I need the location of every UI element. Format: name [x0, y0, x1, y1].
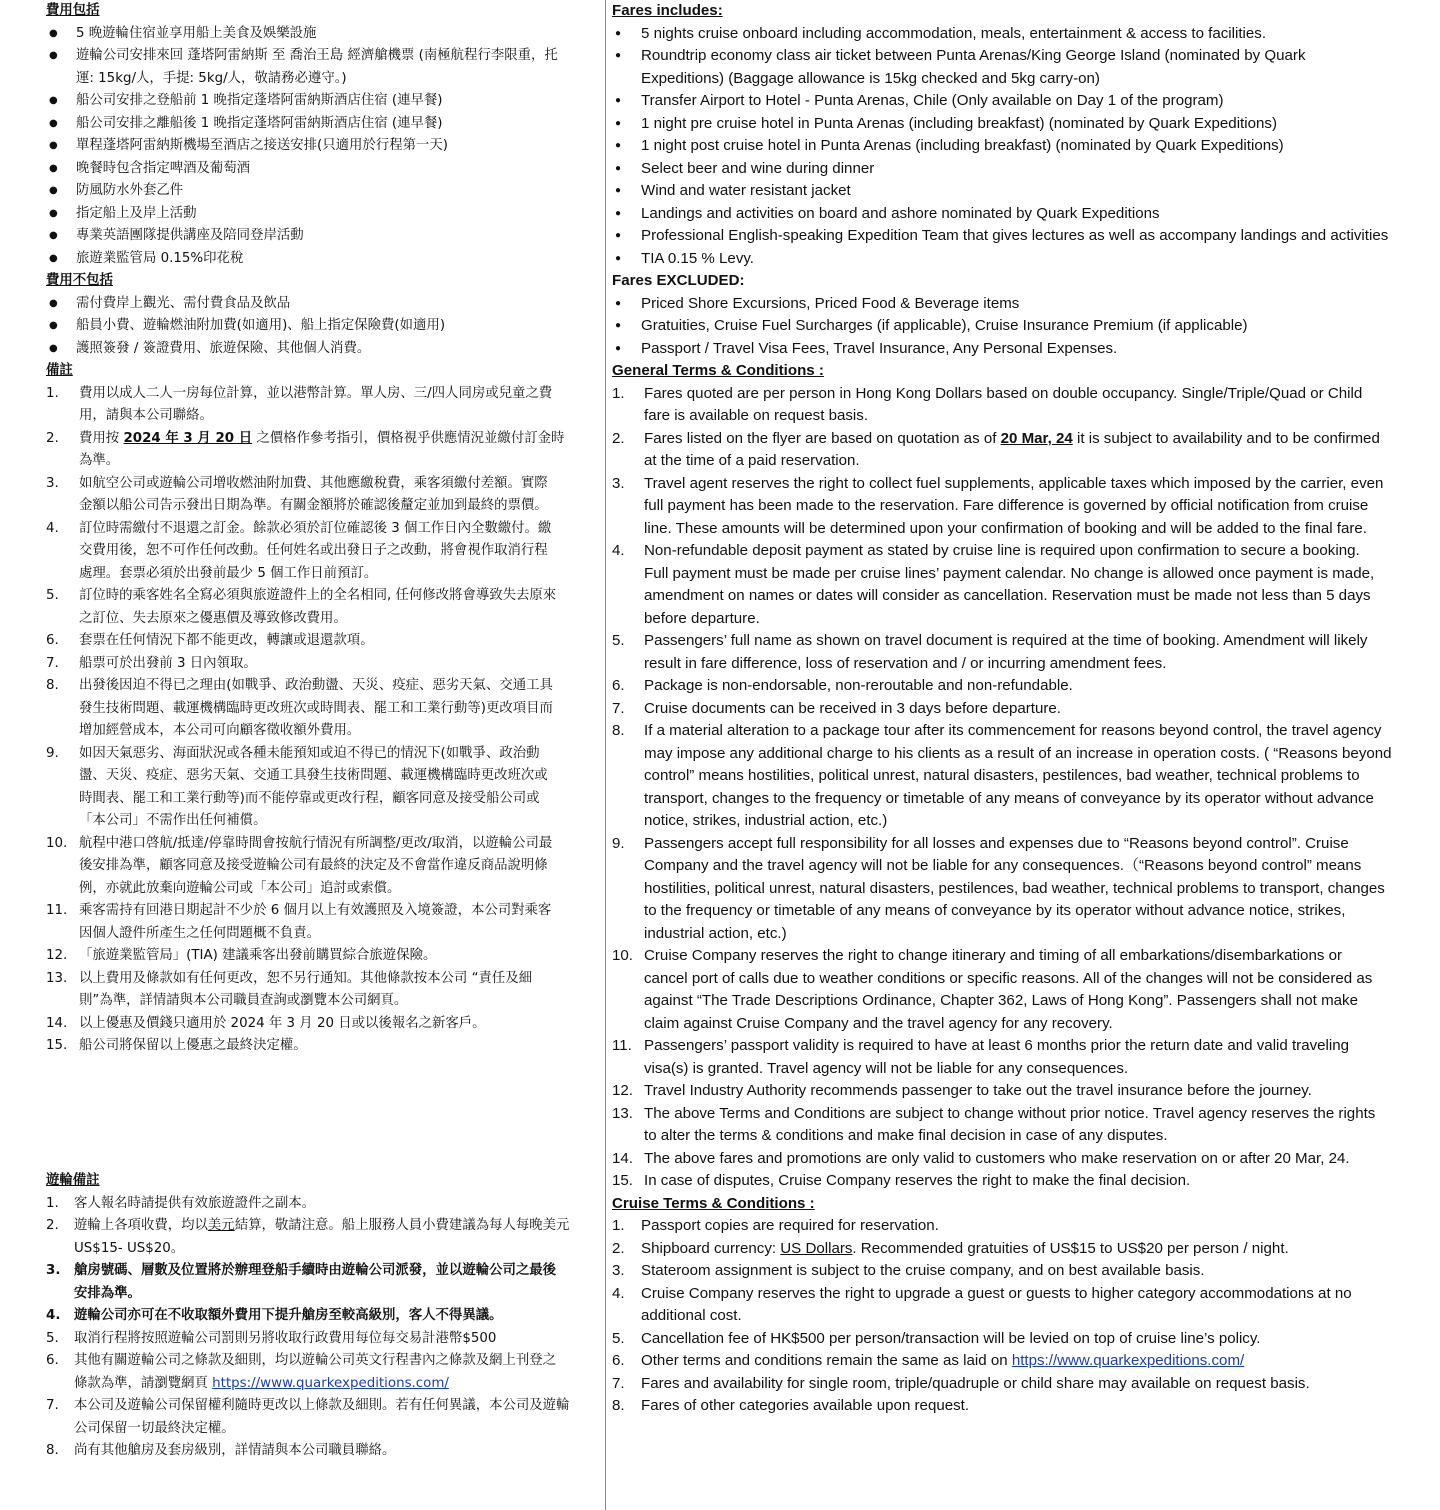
item-number: 1.: [46, 385, 59, 401]
chinese-column: [46, 0, 601, 1463]
list-item: [612, 675, 1412, 698]
list-item: [46, 653, 601, 676]
item-number: 4.: [46, 520, 59, 536]
list-item-continuation: at the time of a paid reservation.: [644, 452, 860, 469]
en-excluded-list: [612, 293, 1412, 361]
list-item-continuation: 後安排為準，顧客同意及接受遊輪公司有最終的決定及不會當作違反商品說明條: [79, 858, 548, 873]
item-text: 遊輪上各項收費，均以: [74, 1218, 208, 1233]
item-text: Other terms and conditions remain the same as laid on: [641, 1352, 1012, 1369]
list-item: [612, 1035, 1412, 1058]
item-number: 9.: [612, 834, 625, 852]
list-item: [46, 1260, 601, 1283]
list-item-continuation: industrial action, etc.): [644, 924, 787, 942]
list-item: ● 旅遊業監管局 0.15%印花稅: [46, 248, 601, 271]
item-number: 5.: [46, 1330, 59, 1346]
list-item: [46, 945, 601, 968]
item-number: 3.: [612, 1262, 625, 1279]
date-highlight: 20 Mar, 24: [1000, 429, 1073, 447]
list-item-continuation: Expeditions) (Baggage allowance is 15kg checked and 5kg carry-on): [641, 69, 1100, 87]
item-number: 10.: [46, 835, 68, 851]
item-text: 如航空公司或遊輪公司增收燃油附加費、其他應繳稅費，乘客須繳付差額。實際: [79, 475, 548, 491]
list-item: [46, 1395, 601, 1418]
item-text: 以上優惠及價錢只適用於 2024 年 3 月 20 日或以後報名之新客戶。: [79, 1015, 486, 1031]
list-item-continuation: 盪、天災、疫症、惡劣天氣、交通工具發生技術問題、載運機構臨時更改班次或: [79, 768, 548, 783]
english-column: [612, 0, 1412, 1418]
list-item-continuation: 增加經營成本，本公司可向顧客徵收額外費用。: [79, 723, 361, 738]
item-text: 訂位時的乘客姓名全寫必須與旅遊證件上的全名相同, 任何修改將會導致失去原來: [79, 588, 557, 603]
list-item-continuation: 之訂位、失去原來之優惠價及導致修改費用。: [79, 610, 347, 626]
item-text: 尚有其他艙房及套房級別，詳情請與本公司職員聯絡。: [74, 1443, 396, 1458]
item-number: 2.: [46, 430, 59, 446]
item-text: 艙房號碼、層數及位置將於辦理登船手續時由遊輪公司派發，並以遊輪公司之最後: [74, 1263, 557, 1278]
quark-website-link[interactable]: https://www.quarkexpeditions.com/: [212, 1375, 449, 1391]
item-number: 6.: [46, 1353, 59, 1368]
list-item: ● 船公司安排之離船後 1 晚指定蓬塔阿雷納斯酒店住宿 (連早餐): [46, 113, 601, 136]
item-number: 3.: [46, 475, 59, 491]
item-text: 「旅遊業監管局」(TIA) 建議乘客出發前購買綜合旅遊保險。: [79, 948, 437, 963]
list-item: [612, 1170, 1412, 1193]
item-number: 8.: [612, 1397, 625, 1414]
list-item-continuation: 則”為準，詳情請與本公司職員查詢或瀏覽本公司網頁。: [79, 993, 408, 1008]
list-item: [46, 518, 601, 541]
item-text: 本公司及遊輪公司保留權利隨時更改以上條款及細則。若有任何異議，本公司及遊輪: [74, 1398, 570, 1413]
item-text: Cruise Company reserves the right to change itinerary and timing of all embarkations/disembarkations or: [644, 947, 1342, 964]
list-item-continuation: 為準。: [79, 453, 120, 468]
item-text: 條款為準，請瀏覽網頁: [74, 1375, 213, 1391]
list-item: [612, 1215, 1412, 1238]
list-item-continuation: against “The Trade Descriptions Ordinance, Chapter 362, Laws of Hong Kong”. Passengers shall not make: [644, 992, 1358, 1009]
list-item-continuation: transport, changes to the frequency or timetable of any means of conveyance by its operator without advance: [644, 789, 1374, 807]
item-number: 1.: [46, 1195, 59, 1211]
list-item: [46, 428, 601, 451]
item-text: 其他有關遊輪公司之條款及細則，均以遊輪公司英文行程書內之條款及網上刊登之: [74, 1353, 557, 1368]
en-cruise-list: [612, 1215, 1412, 1418]
list-item: ● 遊輪公司安排來回 蓬塔阿雷納斯 至 喬治王島 經濟艙機票 (南極航程行李限重，托: [46, 45, 601, 68]
item-number: 12.: [46, 948, 68, 963]
item-number: 5.: [612, 632, 625, 649]
zh-excluded-heading: 費用不包括: [46, 273, 113, 288]
item-number: 14.: [612, 1149, 633, 1167]
list-item: ● Select beer and wine during dinner: [612, 158, 1412, 181]
list-item-continuation: 因個人證件所產生之任何問題概不負責。: [79, 925, 321, 941]
list-item-continuation: to alter the terms & conditions and make final decision in case of any disputes.: [644, 1127, 1168, 1144]
list-item: ● TIA 0.15 % Levy.: [612, 248, 1412, 271]
list-item-continuation: 運: 15kg/人，手提: 5kg/人，敬請務必遵守。): [76, 70, 347, 86]
item-number: 2.: [46, 1218, 59, 1233]
item-text: Package is non-endorsable, non-reroutable and non-refundable.: [644, 677, 1073, 694]
item-text: 費用按: [79, 430, 124, 446]
en-included-list: [612, 23, 1412, 271]
zh-notes-list: [46, 383, 601, 1058]
list-item: ● 船公司安排之登船前 1 晚指定蓬塔阿雷納斯酒店住宿 (連早餐): [46, 90, 601, 113]
list-item-continuation: Full payment must be made per cruise lines’ payment calendar. No change is allowed once payment is made,: [644, 564, 1375, 582]
item-text: 訂位時需繳付不退還之訂金。餘款必須於訂位確認後 3 個工作日內全數繳付。繳: [79, 520, 552, 536]
zh-cruise-list: [46, 1193, 601, 1463]
item-text: Stateroom assignment is subject to the cruise company, and on best available basis.: [641, 1262, 1205, 1279]
list-item: [612, 1350, 1412, 1373]
list-item-continuation: cancel port of calls due to weather conditions or specific reasons. All of the changes will not be considered as: [644, 969, 1373, 987]
list-item: [46, 630, 601, 653]
list-item-continuation: 「本公司」不需作出任何補償。: [79, 813, 267, 828]
list-item: [46, 1013, 601, 1036]
list-item: ● 指定船上及岸上活動: [46, 203, 601, 226]
list-item: [46, 1328, 601, 1351]
item-number: 10.: [612, 947, 633, 964]
list-item: ● Landings and activities on board and ashore nominated by Quark Expeditions: [612, 203, 1412, 226]
item-number: 6.: [612, 1352, 625, 1369]
item-number: 9.: [46, 745, 59, 761]
list-item-continuation: 處理。套票必須於出發前最少 5 個工作日前預訂。: [79, 565, 378, 581]
list-item-continuation: full payment has been made to the reservation. Fare difference is governed by official notification from cruise: [644, 497, 1369, 514]
item-text: 套票在任何情況下都不能更改，轉讓或退還款項。: [79, 633, 374, 648]
list-item: ● 5 晚遊輪住宿並享用船上美食及娛樂設施: [46, 23, 601, 46]
item-text: Passengers accept full responsibility for all losses and expenses due to “Reasons beyond control”. Cruise: [644, 834, 1349, 852]
item-number: 4.: [612, 1284, 625, 1302]
item-number: 8.: [46, 1443, 59, 1458]
list-item: [612, 1260, 1412, 1283]
item-text: . Recommended gratuities of US$15 to US$20 per person / night.: [852, 1239, 1289, 1257]
list-item-continuation: to the frequency or timetable of any means of conveyance by its operator without advance notice, strikes,: [644, 902, 1346, 919]
item-text: In case of disputes, Cruise Company reserves the right to make the final decision.: [644, 1172, 1191, 1189]
list-item-continuation: 用，請與本公司聯絡。: [79, 408, 213, 423]
list-item: [46, 383, 601, 406]
item-text: Cancellation fee of HK$500 per person/transaction will be levied on top of cruise line’s policy.: [641, 1329, 1261, 1347]
quark-website-link[interactable]: https://www.quarkexpeditions.com/: [1011, 1352, 1245, 1369]
item-text: 如因天氣惡劣、海面狀況或各種未能預知或迫不得已的情況下(如戰爭、政治動: [79, 745, 540, 761]
column-divider: [605, 0, 606, 1510]
item-number: 4.: [612, 542, 625, 559]
list-item: [46, 1193, 601, 1216]
item-text: Fares quoted are per person in Hong Kong Dollars based on double occupancy. Single/Triple/Quad or Child: [644, 384, 1363, 402]
item-text: 遊輪公司亦可在不收取額外費用下提升艙房至較高級別，客人不得異議。: [74, 1308, 503, 1323]
item-text: If a material alteration to a package tour after its commencement for reasons beyond control, the travel agency: [644, 722, 1382, 739]
en-included-heading: Fares includes:: [612, 2, 723, 19]
item-number: 11.: [46, 903, 68, 918]
list-item: [46, 833, 601, 856]
list-item: [46, 1035, 601, 1058]
item-number: 2.: [612, 429, 625, 447]
item-text: The above fares and promotions are only valid to customers who make reservation on or after 20 Mar, 24.: [644, 1149, 1350, 1167]
list-item-continuation: 發生技術問題、載運機構臨時更改班次或時間表、罷工和工業行動等)更改項目而: [79, 700, 553, 716]
item-text: 乘客需持有回港日期起計不少於 6 個月以上有效護照及入境簽證，本公司對乘客: [79, 903, 552, 918]
zh-included-list: [46, 23, 601, 271]
list-item-continuation: amendment on names or dates will consider as cancellation. Reservation must be made not less than 5 days: [644, 587, 1371, 604]
list-item: [612, 540, 1412, 563]
list-item: ● Passport / Travel Visa Fees, Travel Insurance, Any Personal Expenses.: [612, 338, 1412, 361]
list-item: [612, 1283, 1412, 1306]
list-item: [612, 1238, 1412, 1261]
list-item: ● 需付費岸上觀光、需付費食品及飲品: [46, 293, 601, 316]
list-item-continuation: hostilities, political unrest, natural disasters, pestilences, bad weather, technical problems to transport, changes: [644, 879, 1385, 897]
list-item-continuation: before departure.: [644, 609, 760, 627]
item-number: 13.: [46, 970, 68, 986]
list-item: [612, 630, 1412, 653]
list-item-continuation: 時間表、罷工和工業行動等)而不能停靠或更改行程，顧客同意及接受船公司或: [79, 790, 540, 806]
list-item: [46, 1305, 601, 1328]
list-item-continuation: may impose any additional charge to his clients as a result of an increase in operation costs. ( “Reasons beyond: [644, 744, 1392, 762]
list-item-continuation: fare is available on request basis.: [644, 407, 869, 424]
list-item-continuation: 交費用後，恕不可作任何改動。任何姓名或出發日子之改動，將會視作取消行程: [79, 543, 548, 558]
item-text: 客人報名時請提供有效旅遊證件之副本。: [74, 1195, 316, 1211]
list-item: [612, 1373, 1412, 1396]
zh-included-heading: 費用包括: [46, 3, 100, 18]
list-item-continuation: result in fare difference, loss of reservation and / or incurring amendment fees.: [644, 654, 1167, 672]
item-text: Non-refundable deposit payment as stated by cruise line is required upon confirmation to secure a booking.: [644, 542, 1360, 559]
item-number: 14.: [46, 1015, 68, 1031]
date-highlight: 2024 年 3 月 20 日: [123, 430, 253, 446]
list-item: [612, 1080, 1412, 1103]
list-item: [46, 1440, 601, 1463]
item-number: 6.: [612, 677, 625, 694]
item-text: Cruise Company reserves the right to upgrade a guest or guests to higher category accommodations at no: [641, 1284, 1352, 1302]
list-item: [612, 1103, 1412, 1126]
item-number: 12.: [612, 1082, 633, 1099]
list-item: ● Gratuities, Cruise Fuel Surcharges (if applicable), Cruise Insurance Premium (if applicable): [612, 315, 1412, 338]
list-item: ● 5 nights cruise onboard including accommodation, meals, entertainment & access to facilities.: [612, 23, 1412, 46]
list-item-continuation: claim against Cruise Company and the travel agency for any recovery.: [644, 1014, 1113, 1032]
item-text: Cruise documents can be received in 3 days before departure.: [644, 699, 1061, 717]
item-text: The above Terms and Conditions are subject to change without prior notice. Travel agency reserves the rights: [644, 1104, 1376, 1122]
list-item: ● 1 night post cruise hotel in Punta Arenas (including breakfast) (nominated by Quark Expeditions): [612, 135, 1412, 158]
list-item: ● 晚餐時包含指定啤酒及葡萄酒: [46, 158, 601, 181]
item-number: 4.: [46, 1308, 61, 1323]
currency-highlight: 美元: [207, 1218, 235, 1233]
list-item: [612, 1148, 1412, 1171]
item-text: 出發後因迫不得已之理由(如戰爭、政治動盪、天災、疫症、惡劣天氣、交通工具: [79, 678, 553, 693]
list-item: [612, 1328, 1412, 1351]
item-text: 船票可於出發前 3 日內領取。: [79, 655, 257, 671]
list-item: ● 船員小費、遊輪燃油附加費(如適用)、船上指定保險費(如適用): [46, 315, 601, 338]
list-item: ● Roundtrip economy class air ticket between Punta Arenas/King George Island (nominated by Quark: [612, 45, 1412, 68]
item-text: Passengers’ passport validity is required to have at least 6 months prior the return date and valid traveling: [644, 1037, 1350, 1054]
item-text: Fares of other categories available upon request.: [641, 1397, 970, 1414]
list-item: [46, 473, 601, 496]
list-item: [46, 900, 601, 923]
item-number: 2.: [612, 1239, 625, 1257]
list-item: ● 1 night pre cruise hotel in Punta Arenas (including breakfast) (nominated by Quark Expeditions): [612, 113, 1412, 136]
item-text: Fares and availability for single room, triple/quadruple or child share may available on request basis.: [641, 1374, 1310, 1392]
list-item-continuation: visa(s) is granted. Travel agency will not be liable for any consequences.: [644, 1059, 1129, 1077]
item-number: 13.: [612, 1104, 633, 1122]
item-text: 結算，敬請注意。船上服務人員小費建議為每人每晚美元: [234, 1218, 570, 1233]
zh-notes-heading: 備註: [46, 363, 73, 378]
list-item-continuation: control” means hostilities, political unrest, natural disasters, pestilences, bad weather, technical problems to: [644, 767, 1360, 784]
list-item-continuation: [46, 1373, 601, 1396]
spacer: [46, 1058, 601, 1171]
item-text: 費用以成人二人一房每位計算，並以港幣計算。單人房、三/四人同房或兒童之費: [79, 385, 553, 401]
item-number: 3.: [46, 1263, 61, 1278]
item-text: 以上費用及條款如有任何更改，恕不另行通知。其他條款按本公司 “責任及細: [79, 970, 533, 986]
list-item: ● Professional English-speaking Expedition Team that gives lectures as well as accompany landings and activities: [612, 225, 1412, 248]
list-item: [46, 968, 601, 991]
item-number: 8.: [46, 678, 59, 693]
item-text: Shipboard currency:: [641, 1239, 781, 1257]
list-item: ● 防風防水外套乙件: [46, 180, 601, 203]
list-item-continuation: US$15- US$20。: [74, 1240, 185, 1256]
item-number: 3.: [612, 474, 625, 492]
item-number: 1.: [612, 1217, 625, 1234]
list-item: ● Wind and water resistant jacket: [612, 180, 1412, 203]
list-item: [612, 473, 1412, 496]
list-item-continuation: 安排為準。: [74, 1285, 141, 1301]
item-text: Passport copies are required for reservation.: [641, 1217, 939, 1234]
list-item-continuation: notice, strikes, industrial action, etc.): [644, 812, 888, 829]
list-item: [612, 1395, 1412, 1418]
list-item: [46, 675, 601, 698]
list-item: [46, 1215, 601, 1238]
item-text: 船公司將保留以上優惠之最終決定權。: [79, 1038, 307, 1053]
list-item-continuation: line. These amounts will be determined upon your confirmation of booking and will be added to the final fare.: [644, 519, 1367, 537]
item-text: 航程中港口啓航/抵達/停靠時間會按航行情況有所調整/更改/取消，以遊輪公司最: [79, 835, 553, 851]
list-item: [612, 698, 1412, 721]
item-text: Travel Industry Authority recommends passenger to take out the travel insurance before the journey.: [644, 1082, 1312, 1099]
list-item: ● Transfer Airport to Hotel - Punta Arenas, Chile (Only available on Day 1 of the program): [612, 90, 1412, 113]
list-item: [612, 383, 1412, 406]
item-number: 15.: [612, 1172, 633, 1189]
zh-excluded-list: [46, 293, 601, 361]
list-item: [612, 720, 1412, 743]
en-general-heading: General Terms & Conditions :: [612, 362, 824, 379]
list-item: [46, 1350, 601, 1373]
list-item: [612, 945, 1412, 968]
zh-cruise-heading: 遊輪備註: [46, 1173, 100, 1188]
item-number: 6.: [46, 633, 59, 648]
en-cruise-heading: Cruise Terms & Conditions :: [612, 1194, 815, 1212]
item-text: 取消行程將按照遊輪公司罰則另將收取行政費用每位每交易計港幣$500: [74, 1330, 497, 1346]
list-item: [612, 428, 1412, 451]
item-number: 11.: [612, 1037, 632, 1054]
item-text: Passengers’ full name as shown on travel document is required at the time of booking. Amendment will likely: [644, 632, 1368, 649]
list-item-continuation: additional cost.: [641, 1307, 742, 1324]
list-item: ● Priced Shore Excursions, Priced Food & Beverage items: [612, 293, 1412, 316]
item-text: Travel agent reserves the right to collect fuel supplements, applicable taxes which imposed by the carrier, even: [644, 474, 1384, 492]
list-item: ● 單程蓬塔阿雷納斯機場至酒店之接送安排(只適用於行程第一天): [46, 135, 601, 158]
item-number: 8.: [612, 722, 625, 739]
item-number: 5.: [46, 588, 59, 603]
item-text: Fares listed on the flyer are based on quotation as of: [644, 429, 1001, 447]
list-item: ● 護照簽發 / 簽證費用、旅遊保險、其他個人消費。: [46, 338, 601, 361]
list-item: [612, 833, 1412, 856]
item-number: 7.: [46, 1398, 59, 1413]
item-number: 7.: [612, 1374, 625, 1392]
list-item: [46, 585, 601, 608]
currency-highlight: US Dollars: [780, 1239, 853, 1257]
list-item: ● 專業英語團隊提供講座及陪同登岸活動: [46, 225, 601, 248]
en-general-list: [612, 383, 1412, 1193]
list-item-continuation: Company and the travel agency will not be liable for any consequences.（“Reasons beyond control” means: [644, 857, 1362, 874]
item-number: 7.: [46, 655, 59, 671]
list-item-continuation: 公司保留一切最終決定權。: [74, 1420, 235, 1436]
item-text: 之價格作參考指引，價格視乎供應情況並繳付訂金時: [256, 430, 565, 446]
list-item-continuation: 例，亦就此放棄向遊輪公司或「本公司」追討或索償。: [79, 880, 401, 896]
item-text: it is subject to availability and to be confirmed: [1072, 429, 1380, 447]
list-item-continuation: 金額以船公司告示發出日期為準。有關金額將於確認後釐定並加到最終的票價。: [79, 498, 548, 513]
list-item: [46, 743, 601, 766]
item-number: 7.: [612, 699, 625, 717]
item-number: 1.: [612, 384, 625, 402]
en-excluded-heading: Fares EXCLUDED:: [612, 272, 745, 289]
item-number: 5.: [612, 1329, 625, 1347]
item-number: 15.: [46, 1038, 68, 1053]
